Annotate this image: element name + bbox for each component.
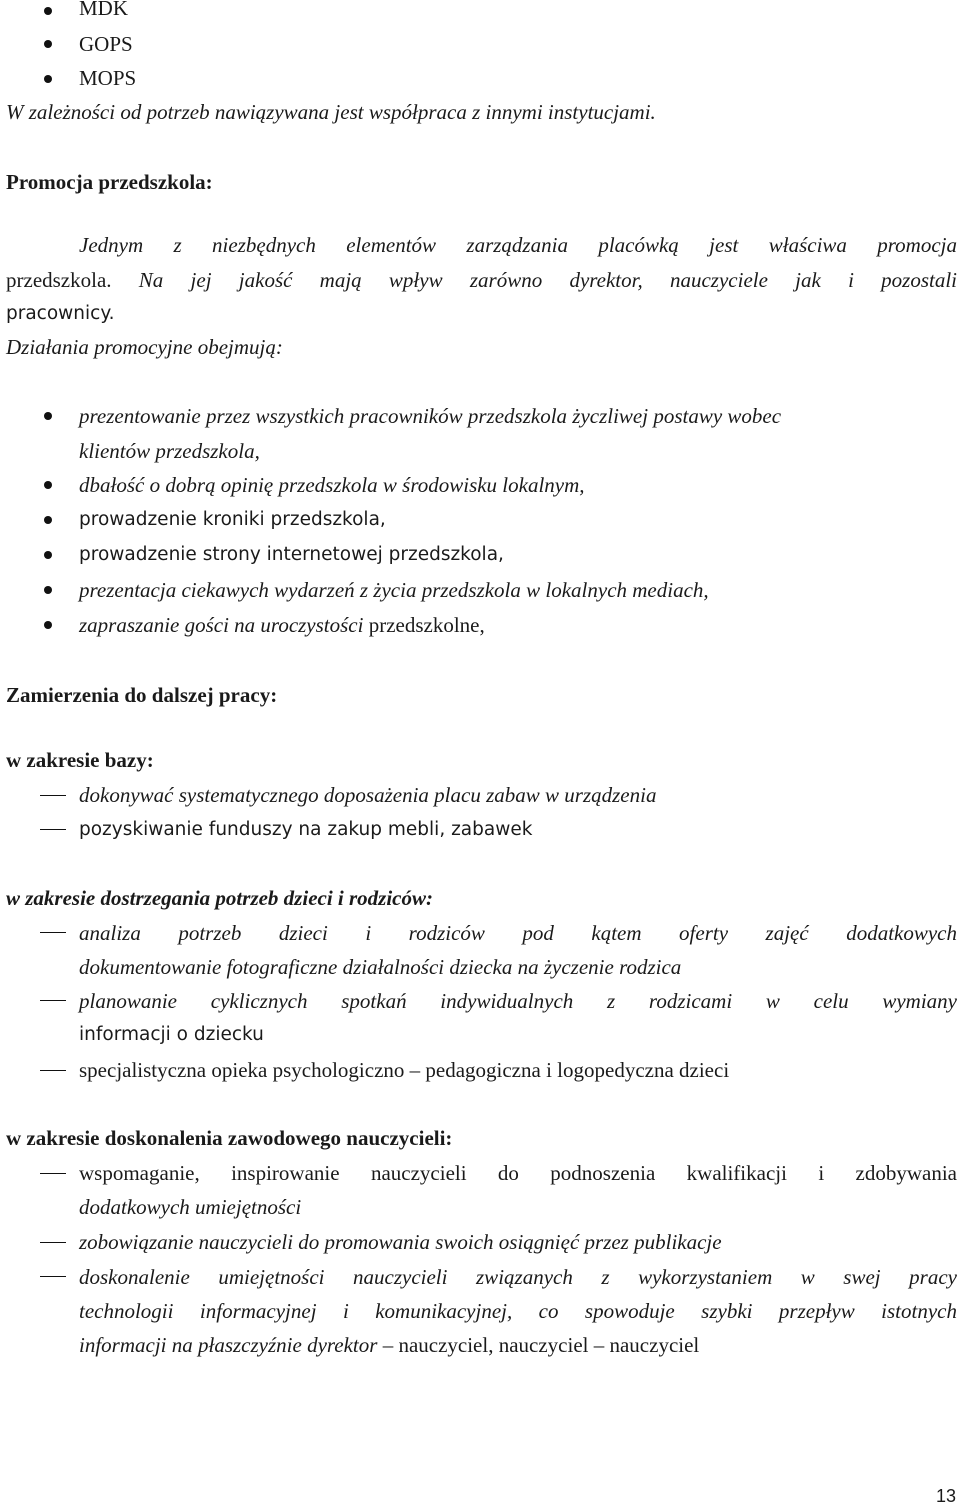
bullet-dot-icon	[44, 40, 52, 48]
list-item: technologii informacyjnej i komunikacyjnej, co spowoduje szybki przepływ istotnych	[79, 1299, 957, 1323]
list-item: analiza potrzeb dzieci i rodziców pod kątem oferty zajęć dodatkowych	[79, 921, 957, 945]
actions-intro: Działania promocyjne obejmują:	[6, 335, 283, 359]
list-item: dokumentowanie fotograficzne działalności dziecka na życzenie rodzica	[79, 955, 682, 979]
section-heading-plans: Zamierzenia do dalszej pracy:	[6, 683, 278, 707]
bullet-dot-icon	[44, 586, 52, 594]
list-item: planowanie cyklicznych spotkań indywidualnych z rodzicami w celu wymiany	[79, 989, 957, 1013]
intro-note: W zależności od potrzeb nawiązywana jest współpraca z innymi instytucjami.	[6, 100, 656, 124]
list-item-fragment: – nauczyciel, nauczyciel – nauczyciel	[382, 1333, 700, 1357]
dash-bullet-icon	[40, 1276, 66, 1277]
list-item: wspomaganie, inspirowanie nauczycieli do podnoszenia kwalifikacji i zdobywania	[79, 1161, 957, 1185]
subsection-heading-professional: w zakresie doskonalenia zawodowego nauczycieli:	[6, 1126, 453, 1150]
dash-bullet-icon	[40, 795, 66, 796]
dash-bullet-icon	[40, 1173, 66, 1174]
dash-bullet-icon	[40, 1000, 66, 1001]
list-item-fragment: zapraszanie gości na uroczystości	[79, 613, 364, 637]
list-item: pozyskiwanie funduszy na zakup mebli, zabawek	[79, 819, 533, 840]
bullet-dot-icon	[44, 516, 52, 524]
bullet-dot-icon	[44, 551, 52, 559]
list-item: MOPS	[79, 66, 137, 90]
list-item: GOPS	[79, 32, 133, 56]
list-item: dokonywać systematycznego doposażenia placu zabaw w urządzenia	[79, 783, 657, 807]
bullet-dot-icon	[44, 412, 52, 420]
list-item-fragment: przedszkolne,	[368, 613, 485, 637]
list-item: prezentacja ciekawych wydarzeń z życia przedszkola w lokalnych mediach,	[79, 578, 709, 602]
promo-paragraph-fragment: przedszkola.	[6, 268, 112, 292]
promo-paragraph-line	[6, 266, 957, 294]
list-item	[79, 1331, 960, 1359]
list-item: zobowiązanie nauczycieli do promowania swoich osiągnięć przez publikacje	[79, 1230, 722, 1254]
list-item: dodatkowych umiejętności	[79, 1195, 302, 1219]
promo-paragraph-fragment: Na jej jakość mają wpływ zarówno dyrektor, nauczyciele jak i pozostali	[138, 268, 958, 292]
list-item: klientów przedszkola,	[79, 439, 260, 463]
dash-bullet-icon	[40, 1070, 66, 1071]
subsection-heading-needs: w zakresie dostrzegania potrzeb dzieci i rodziców:	[6, 886, 434, 910]
list-item: prowadzenie kroniki przedszkola,	[79, 509, 386, 530]
list-item: MDK	[79, 0, 129, 20]
section-heading-promo: Promocja przedszkola:	[6, 170, 213, 194]
promo-paragraph-line: Jednym z niezbędnych elementów zarządzania placówką jest właściwa promocja	[79, 233, 957, 257]
bullet-dot-icon	[44, 481, 52, 489]
bullet-dot-icon	[44, 75, 52, 83]
list-item: specjalistyczna opieka psychologiczno – pedagogiczna i logopedyczna dzieci	[79, 1058, 730, 1082]
page-number: 13	[935, 1486, 956, 1506]
promo-paragraph-line: pracownicy.	[6, 303, 115, 324]
bullet-dot-icon	[44, 621, 52, 629]
list-item: dbałość o dobrą opinię przedszkola w środowisku lokalnym,	[79, 473, 585, 497]
list-item: doskonalenie umiejętności nauczycieli związanych z wykorzystaniem w swej pracy	[79, 1265, 957, 1289]
list-item: informacji o dziecku	[79, 1024, 264, 1045]
dash-bullet-icon	[40, 829, 66, 830]
dash-bullet-icon	[40, 932, 66, 933]
list-item: prezentowanie przez wszystkich pracowników przedszkola życzliwej postawy wobec	[79, 404, 782, 428]
subsection-heading-base: w zakresie bazy:	[6, 748, 154, 772]
list-item-fragment: informacji na płaszczyźnie dyrektor	[79, 1333, 378, 1357]
dash-bullet-icon	[40, 1242, 66, 1243]
list-item: prowadzenie strony internetowej przedszkola,	[79, 544, 504, 565]
list-item	[79, 611, 960, 639]
bullet-dot-icon	[44, 7, 52, 15]
